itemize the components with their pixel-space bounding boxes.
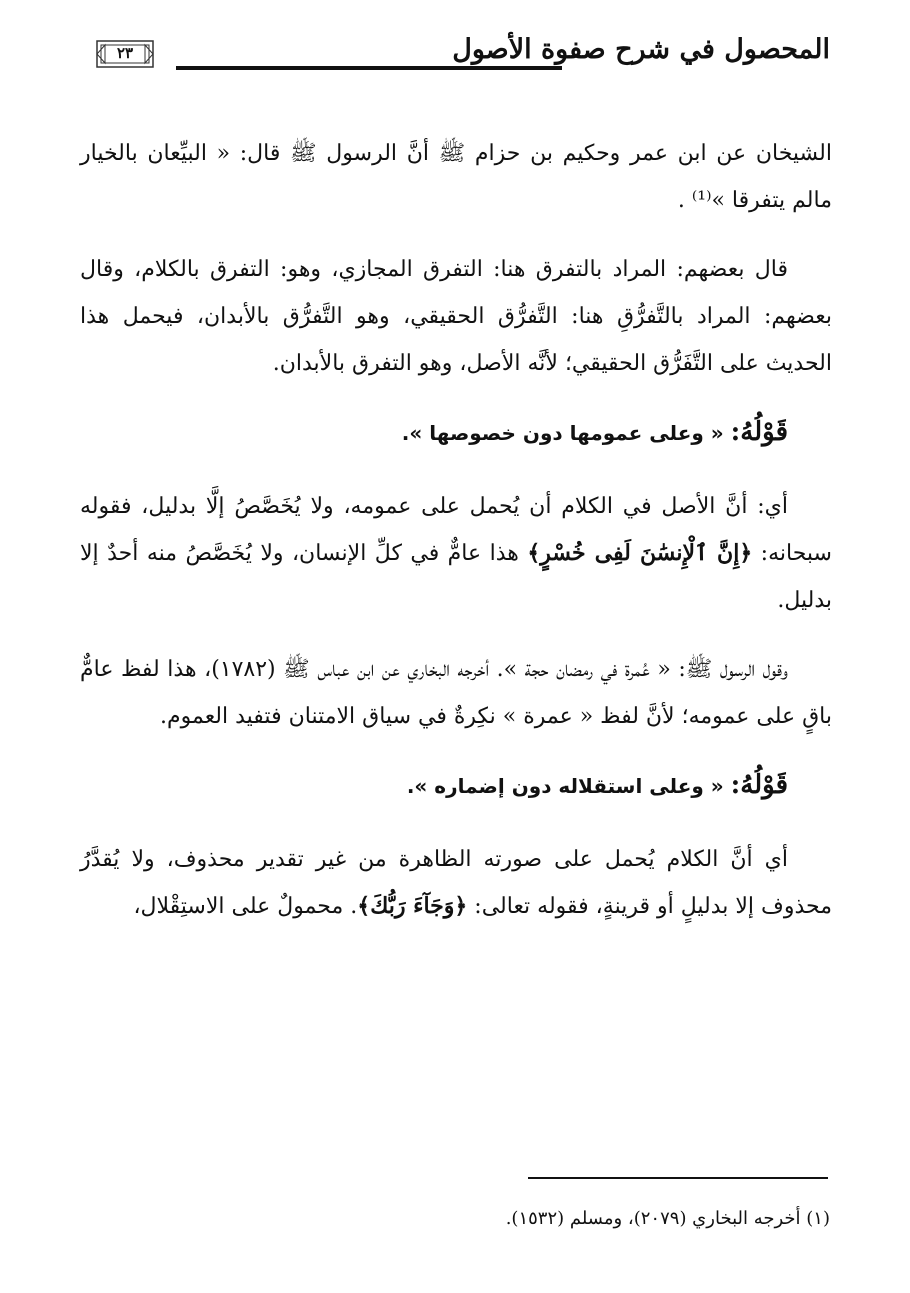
heading-quote: « وعلى عمومها دون خصوصها ». (401, 421, 724, 445)
page-body (80, 130, 832, 952)
paragraph-hadith: الشيخان عن ابن عمر وحكيم بن حزام ﷺ أنَّ الرسول ﷺ قال: « البيِّعان بالخيار مالم يتفرقا »⁽¹⁾ . (80, 141, 832, 213)
heading-quote: « وعلى استقلاله دون إضماره ». (406, 774, 724, 798)
quran-verse: ﴿وَجَآءَ رَبُّكَ﴾ (357, 893, 468, 919)
quran-verse: ﴿إِنَّ ٱلْإِنسَٰنَ لَفِى خُسْرٍ﴾ (527, 540, 753, 566)
page-header (0, 30, 910, 90)
book-title: المحصول في شرح صفوة الأصول (452, 34, 830, 65)
section-heading-istiqlal (80, 762, 832, 810)
paragraph-text: هذا عامٌّ في كلِّ الإنسان، ولا يُخَصَّصُ منه أحدٌ إلا بدليل. (80, 541, 832, 613)
paragraph-umum (80, 483, 832, 624)
heading-qawluhu: قَوْلُهُ: (730, 417, 788, 447)
paragraph-umra: وقول الرسول ﷺ: « عُمرة في رمضان حجة ». أخرجه البخاري عن ابن عباس ﷺ (١٧٨٢)، هذا لفظ عامٌّ باقٍ على عمومه؛ لأنَّ لفظ « عمرة » نكِرةٌ في سياق الامتنان فتفيد العموم. (80, 657, 832, 729)
heading-qawluhu: قَوْلُهُ: (730, 770, 788, 800)
page-number-frame (96, 40, 154, 68)
header-rule (176, 66, 562, 70)
footnote-separator (528, 1177, 828, 1179)
paragraph-istiqlal (80, 836, 832, 930)
page-number: ٢٣ (116, 44, 134, 62)
paragraph-tafarruq: قال بعضهم: المراد بالتفرق هنا: التفرق المجازي، وهو: التفرق بالكلام، وقال بعضهم: المراد بالتَّفرُّقِ هنا: التَّفرُّق الحقيقي، وهو التَّفرُّق بالأبدان، فيحمل هذا الحديث على التَّفَرُّق الحقيقي؛ لأنَّه الأصل، وهو التفرق بالأبدان. (80, 257, 832, 376)
paragraph-text: أي: أنَّ الأصل في الكلام أن يُحمل على عمومه، ولا يُخَصَّصُ إلَّا بدليل، فقوله سبحانه: (80, 494, 832, 566)
footnote: (١) أخرجه البخاري (٢٠٧٩)، ومسلم (١٥٣٢). (505, 1208, 830, 1229)
section-heading-umum (80, 409, 832, 457)
paragraph-text: أي أنَّ الكلام يُحمل على صورته الظاهرة من غير تقدير محذوف، ولا يُقدَّرُ محذوف إلا بدليلٍ أو قرينةٍ، فقوله تعالى: (80, 847, 832, 919)
paragraph-text: . محمولٌ على الاستِقْلال، (133, 894, 358, 919)
